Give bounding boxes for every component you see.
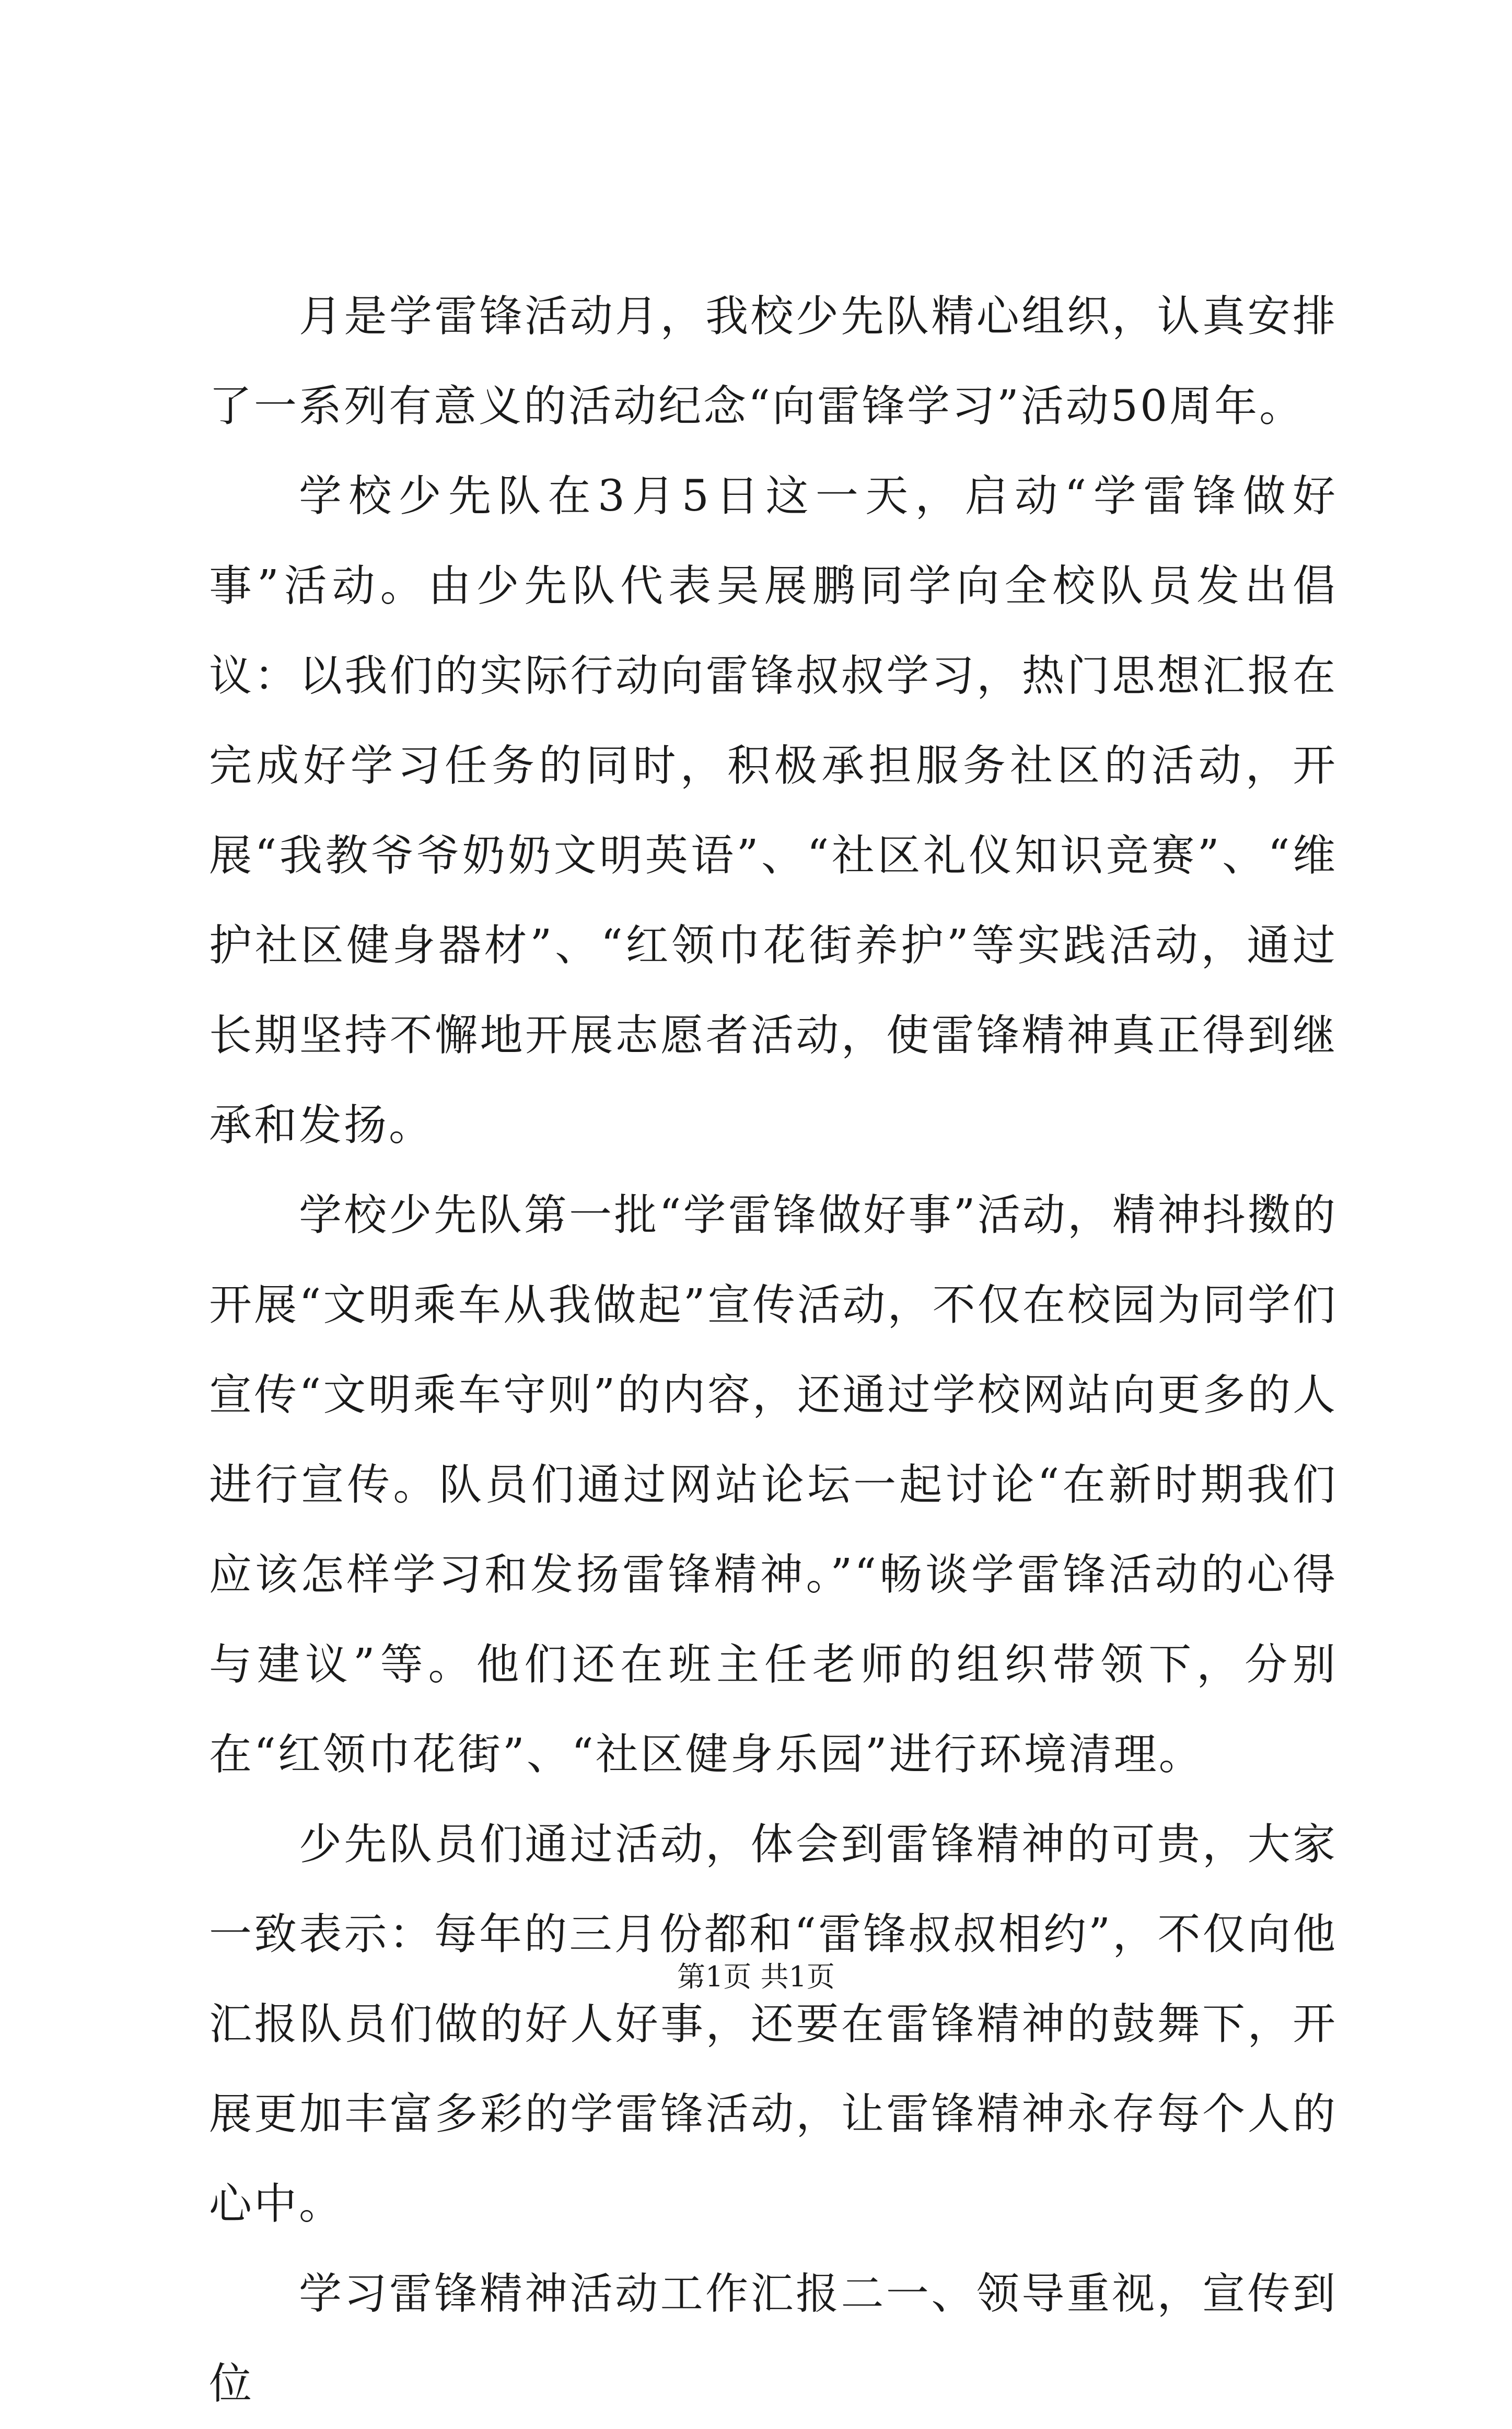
paragraph-4: 少先队员们通过活动，体会到雷锋精神的可贵，大家一致表示：每年的三月份都和“雷锋叔叔相约”，不仅向他汇报队员们做的好人好事，还要在雷锋精神的鼓舞下，开展更加丰富多彩的学雷锋活动，让雷锋精神永存每个人的心中。: [209, 1820, 1337, 2229]
page-footer: 第1页 共1页: [677, 1960, 835, 1993]
document-body: [209, 272, 1337, 2429]
paragraph-1: 月是学雷锋活动月，我校少先队精心组织，认真安排了一系列有意义的活动纪念“向雷锋学习”活动50周年。: [209, 292, 1337, 431]
paragraph-3: 学校少先队第一批“学雷锋做好事”活动，精神抖擞的开展“文明乘车从我做起”宣传活动，不仅在校园为同学们宣传“文明乘车守则”的内容，还通过学校网站向更多的人进行宣传。队员们通过网站论坛一起讨论“在新时期我们应该怎样学习和发扬雷锋精神。”“畅谈学雷锋活动的心得与建议”等。他们还在班主任老师的组织带领下，分别在“红领巾花街”、“社区健身乐园”进行环境清理。: [209, 1190, 1337, 1779]
paragraph-2: 学校少先队在3月5日这一天，启动“学雷锋做好事”活动。由少先队代表吴展鹏同学向全校队员发出倡议：以我们的实际行动向雷锋叔叔学习，热门思想汇报在完成好学习任务的同时，积极承担服务社区的活动，开展“我教爷爷奶奶文明英语”、“社区礼仪知识竞赛”、“维护社区健身器材”、“红领巾花街养护”等实践活动，通过长期坚持不懈地开展志愿者活动，使雷锋精神真正得到继承和发扬。: [209, 471, 1337, 1150]
paragraph-5: 学习雷锋精神活动工作汇报二一、领导重视，宣传到位: [209, 2269, 1337, 2409]
